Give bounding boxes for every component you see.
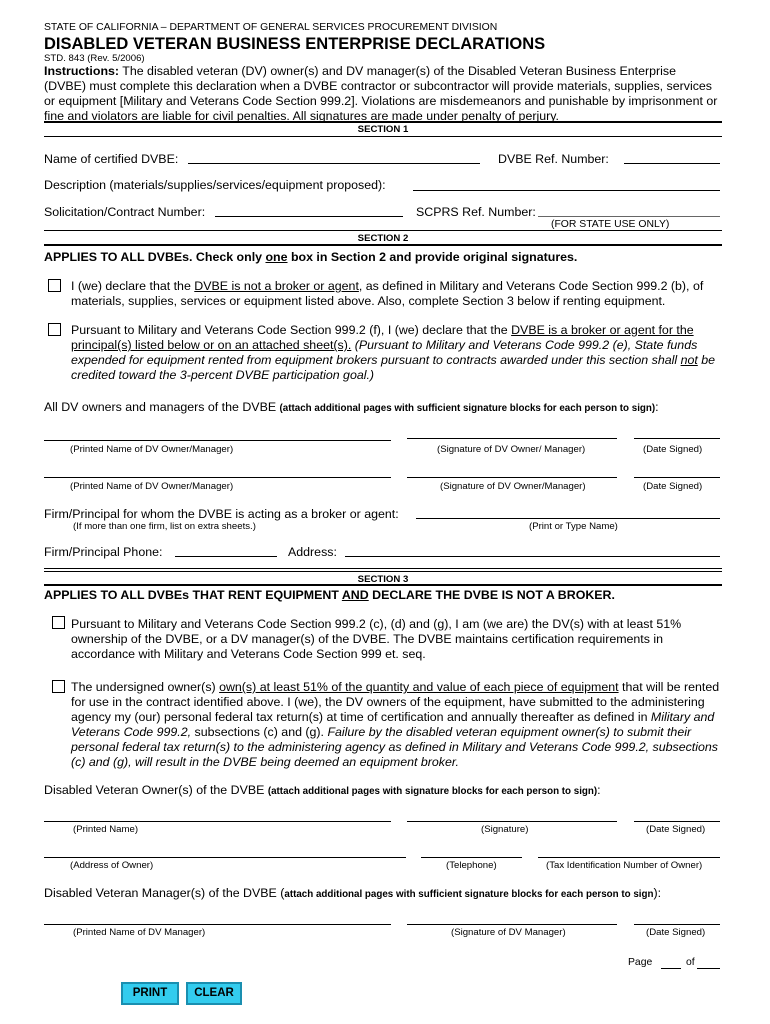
- equipment-owner-text: The undersigned owner(s) own(s) at least 51% of the quantity and value of each piece of equipment that will be rented for use in the contract identified above. I (we), the DV owners of the equipment, have submitted to the administering agency my (our) personal federal tax return(s) at time of certification and annually thereafter as defined in Military and Veterans Code 999.2, subsections (c) and (g). Failure by the disabled veteran equipment owner(s) to submit their personal federal tax return(s) to the administering agency as defined in Military and Veterans Code 999.2, subsections (c) and (g), will result in the DVBE being deemed an equipment broker.: [71, 680, 720, 769]
- owner-signature-field[interactable]: [407, 821, 617, 822]
- dv-date-caption-2: (Date Signed): [643, 481, 703, 492]
- section-2-heading: SECTION 2: [44, 230, 722, 245]
- owner-date-caption: (Date Signed): [646, 824, 706, 835]
- firm-principal-field[interactable]: [416, 518, 720, 519]
- page-label: Page: [628, 957, 653, 968]
- instructions: Instructions: The disabled veteran (DV) owner(s) and DV manager(s) of the Disabled Veteran Business Enterprise (DVBE) must complete this declaration when a DVBE contractor or subcontractor will provide materials, supplies, services or equipment [Military and Veterans Code Section 999.2]. Violations are misdemeanors and punishable by imprisonment or fine and violators are liable for civil penalties. All signatures are made under penalty of perjury.: [44, 64, 718, 123]
- dvbe-name-field[interactable]: [188, 163, 480, 164]
- section-2-applies: APPLIES TO ALL DVBEs. Check only one box in Section 2 and provide original signatures.: [44, 250, 578, 264]
- state-use-note: (FOR STATE USE ONLY): [551, 219, 670, 230]
- manager-printed-name-field[interactable]: [44, 924, 391, 925]
- description-field[interactable]: [413, 190, 720, 191]
- firm-address-label: Address:: [288, 545, 337, 559]
- dv-ownership-text: Pursuant to Military and Veterans Code Section 999.2 (c), (d) and (g), I am (we are) the DV(s) with at least 51% ownership of the DVBE, or a DV manager(s) of the DVBE. The DVBE maintains certification requirements in accordance with Military and Veterans Code Section 999 et. seq.: [71, 617, 682, 661]
- scprs-field[interactable]: [538, 216, 720, 217]
- owner-address-field[interactable]: [44, 857, 406, 858]
- dv-date-caption-1: (Date Signed): [643, 444, 703, 455]
- dv-printed-name-caption-1: (Printed Name of DV Owner/Manager): [70, 444, 234, 455]
- solicitation-field[interactable]: [215, 216, 403, 217]
- dv-printed-name-field-1[interactable]: [44, 440, 391, 441]
- description-label: Description (materials/supplies/services/equipment proposed):: [44, 178, 386, 192]
- of-label: of: [686, 957, 695, 968]
- broker-not-checkbox[interactable]: [48, 279, 61, 292]
- manager-signature-field[interactable]: [407, 924, 617, 925]
- print-or-type-caption: (Print or Type Name): [529, 521, 618, 532]
- dv-date-field-1[interactable]: [634, 438, 720, 439]
- section-3-applies: APPLIES TO ALL DVBEs THAT RENT EQUIPMENT AND DECLARE THE DVBE IS NOT A BROKER.: [44, 588, 615, 602]
- broker-not-text: I (we) declare that the DVBE is not a broker or agent, as defined in Military and Veterans Code Section 999.2 (b), of materials, supplies, services or equipment listed above. Also, complete Section 3 below if renting equipment.: [71, 279, 704, 308]
- firm-address-field[interactable]: [345, 556, 720, 557]
- owner-telephone-caption: (Telephone): [446, 860, 497, 871]
- owner-signature-caption: (Signature): [481, 824, 529, 835]
- firm-principal-label: Firm/Principal for whom the DVBE is acting as a broker or agent:: [44, 507, 399, 521]
- solicitation-label: Solicitation/Contract Number:: [44, 205, 206, 219]
- owner-tax-id-caption: (Tax Identification Number of Owner): [546, 860, 703, 871]
- dv-printed-name-field-2[interactable]: [44, 477, 391, 478]
- broker-is-text: Pursuant to Military and Veterans Code Section 999.2 (f), I (we) declare that the DVBE is a broker or agent for the principal(s) listed below or on an attached sheet(s). (Pursuant to Military and Veterans Code 999.2 (e), State funds expended for equipment rented from equipment brokers pursuant to contracts awarded under this section shall not be credited toward the 3-percent DVBE participation goal.): [71, 323, 716, 382]
- owner-address-caption: (Address of Owner): [70, 860, 154, 871]
- dv-date-field-2[interactable]: [634, 477, 720, 478]
- page-number-field[interactable]: [661, 968, 681, 969]
- agency-line: STATE OF CALIFORNIA – DEPARTMENT OF GENERAL SERVICES PROCUREMENT DIVISION: [44, 22, 498, 33]
- dv-signature-field-1[interactable]: [407, 438, 617, 439]
- page-total-field[interactable]: [697, 968, 720, 969]
- manager-date-field[interactable]: [634, 924, 720, 925]
- equipment-owner-checkbox[interactable]: [52, 680, 65, 693]
- instructions-label: Instructions:: [44, 64, 120, 78]
- print-button[interactable]: PRINT: [121, 982, 179, 1005]
- dv-printed-name-caption-2: (Printed Name of DV Owner/Manager): [70, 481, 234, 492]
- dv-signature-caption-2: (Signature of DV Owner/Manager): [440, 481, 586, 492]
- owner-tax-id-field[interactable]: [538, 857, 720, 858]
- all-dv-owners-label: All DV owners and managers of the DVBE (attach additional pages with sufficient signature blocks for each person to sign):: [44, 400, 659, 414]
- dv-ownership-checkbox[interactable]: [52, 616, 65, 629]
- owner-printed-name-field[interactable]: [44, 821, 391, 822]
- manager-signature-caption: (Signature of DV Manager): [451, 927, 566, 938]
- dv-owners-label: Disabled Veteran Owner(s) of the DVBE (attach additional pages with signature blocks for each person to sign):: [44, 783, 601, 797]
- owner-telephone-field[interactable]: [421, 857, 522, 858]
- owner-printed-name-caption: (Printed Name): [73, 824, 139, 835]
- firm-phone-label: Firm/Principal Phone:: [44, 545, 163, 559]
- firm-note: (If more than one firm, list on extra sheets.): [73, 521, 256, 532]
- owner-date-field[interactable]: [634, 821, 720, 822]
- broker-is-checkbox[interactable]: [48, 323, 61, 336]
- dv-signature-field-2[interactable]: [407, 477, 617, 478]
- dv-signature-caption-1: (Signature of DV Owner/ Manager): [437, 444, 586, 455]
- manager-date-caption: (Date Signed): [646, 927, 706, 938]
- dv-managers-label: Disabled Veteran Manager(s) of the DVBE (attach additional pages with sufficient signature blocks for each person to sign):: [44, 886, 662, 900]
- firm-phone-field[interactable]: [175, 556, 277, 557]
- section-1-heading: SECTION 1: [44, 121, 722, 136]
- form-title: DISABLED VETERAN BUSINESS ENTERPRISE DECLARATIONS: [44, 35, 546, 53]
- dvbe-ref-label: DVBE Ref. Number:: [498, 152, 609, 166]
- manager-printed-name-caption: (Printed Name of DV Manager): [73, 927, 206, 938]
- dvbe-name-label: Name of certified DVBE:: [44, 152, 179, 166]
- section-3-heading: SECTION 3: [44, 568, 722, 583]
- form-number: STD. 843 (Rev. 5/2006): [44, 53, 145, 64]
- clear-button[interactable]: CLEAR: [186, 982, 242, 1005]
- dvbe-ref-field[interactable]: [624, 163, 720, 164]
- scprs-label: SCPRS Ref. Number:: [416, 205, 536, 219]
